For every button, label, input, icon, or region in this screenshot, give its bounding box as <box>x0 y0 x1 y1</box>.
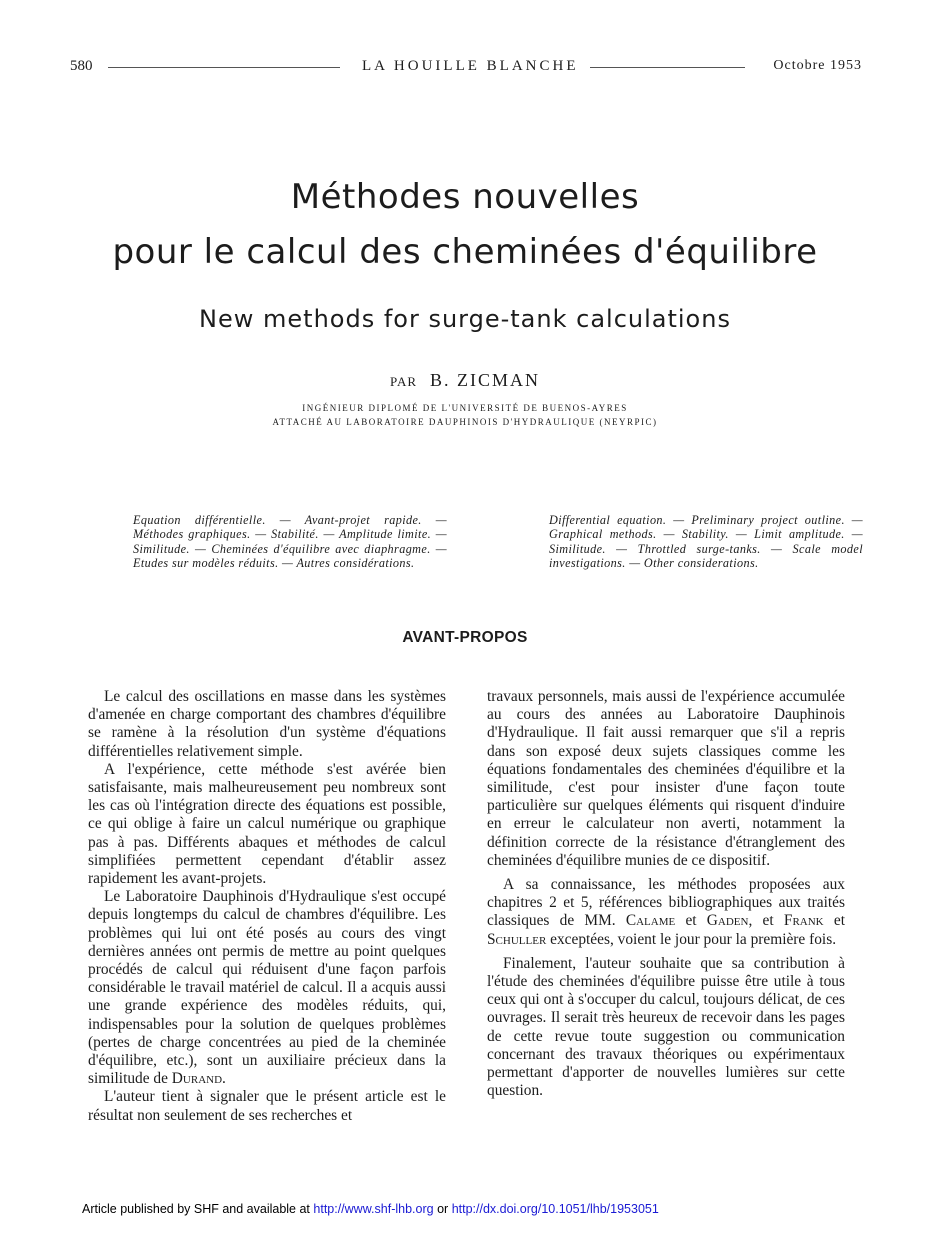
author-line <box>0 370 930 391</box>
issue-date: Octobre 1953 <box>773 58 862 73</box>
author-affiliation-1: INGÉNIEUR DIPLOMÉ DE L'UNIVERSITÉ DE BUENOS-AYRES <box>302 403 628 413</box>
footer-text: Article published by SHF and available at <box>82 1202 310 1216</box>
paragraph-text: Le Laboratoire Dauphinois d'Hydraulique s'est occupé depuis longtemps du calcul de chambres d'équilibre. Les problèmes qui lui ont été posés au cours des vingt dernières années ont permis de mettre au point quelques procédés de calcul qui réduisent d'une façon parfois considérable le travail matériel de calcul. Il a acquis aussi une grande expérience des modèles réduits, qui, indispensables pour la solution de quelques problèmes (pertes de charge concentrées au pied de la cheminée d'équilibre, etc.), sont un auxiliaire précieux dans la similitude de <box>88 888 446 1088</box>
page-number: 580 <box>70 58 93 74</box>
paragraph-text: et <box>685 912 697 930</box>
article-title-line2: pour le calcul des cheminées d'équilibre <box>112 232 818 272</box>
author-affiliation-2: ATTACHÉ AU LABORATOIRE DAUPHINOIS D'HYDRAULIQUE (NEYRPIC) <box>272 417 658 427</box>
author-name: B. ZICMAN <box>430 370 541 390</box>
paragraph: A l'expérience, cette méthode s'est avérée bien satisfaisante, mais malheureusement peu nombreux sont les cas où l'intégration directe des équations est possible, ce qui oblige à faire un calcul numérique ou graphique pas à pas. Différents abaques et méthodes de calcul simplifiées permettent cependant d'établir assez rapidement les avant-projets. <box>88 760 446 888</box>
header-rule-left <box>108 67 340 68</box>
keywords-french: Equation différentielle. — Avant-projet rapide. — Méthodes graphiques. — Stabilité. — Amplitude limite. — Similitude. — Cheminées d'équilibre avec diaphragme. — Etudes sur modèles réduits. — Autres considérations. <box>133 513 447 571</box>
paragraph-text: exceptées, voient le jour pour la première fois. <box>550 930 837 948</box>
paragraph-text: A sa connaissance, les méthodes proposées aux chapitres 2 et 5, références bibliographiques aux traités classiques de MM. <box>487 876 845 930</box>
paragraph: travaux personnels, mais aussi de l'expérience accumulée au cours des années au Laboratoire Dauphinois d'Hydraulique. Il fait aussi remarquer que s'il a repris dans son exposé deux sujets classiques comme les équations fondamentales des cheminées d'équilibre et la similitude, c'est pour insister d'une façon toute particulière sur quelques éléments qui risquent d'induire en erreur le calculateur non averti, notamment la définition correcte de la résistance d'étranglement des cheminées d'équilibre munies de ce dispositif. <box>487 688 845 869</box>
paragraph-text: et <box>833 912 845 930</box>
cited-author: Frank <box>783 912 824 930</box>
footer-text: or <box>437 1202 449 1216</box>
cited-author: Durand <box>171 1070 223 1088</box>
keywords-english: Differential equation. — Preliminary project outline. — Graphical methods. — Stability. — Limit amplitude. — Similitude. — Throttled surge-tanks. — Scale model investigations. — Other considerations. <box>549 513 863 571</box>
paragraph: L'auteur tient à signaler que le présent article est le résultat non seulement de ses recherches et <box>88 1088 446 1124</box>
body-column-right <box>487 688 845 1100</box>
paragraph: Le Laboratoire Dauphinois d'Hydraulique s'est occupé depuis longtemps du calcul de chambres d'équilibre. Les problèmes qui lui ont été posés au cours des vingt dernières années ont permis de mettre au point quelques procédés de calcul qui réduisent d'une façon parfois considérable le travail matériel de calcul. Il a acquis aussi une grande expérience des modèles réduits, qui, indispensables pour la solution de quelques problèmes (pertes de charge concentrées au pied de la cheminée d'équilibre, etc.), sont un auxiliaire précieux dans la similitude de Durand. <box>88 888 446 1088</box>
paragraph <box>487 876 845 949</box>
article-title-line1: Méthodes nouvelles <box>290 177 640 217</box>
journal-link[interactable]: http://www.shf-lhb.org <box>313 1202 434 1216</box>
cited-author: Gaden <box>706 912 749 930</box>
section-heading: AVANT-PROPOS <box>402 629 528 646</box>
article-title-english: New methods for surge-tank calculations <box>199 305 731 333</box>
body-column-left <box>88 688 446 1125</box>
paragraph: Finalement, l'auteur souhaite que sa contribution à l'étude des cheminées d'équilibre puisse être utile à tous ceux qui ont à s'occuper du calcul, toujours délicat, de ces ouvrages. Il serait très heureux de recevoir dans les pages de cette revue toute suggestion ou communication concernant des travaux théoriques ou expérimentaux permettant d'apporter de nouvelles lumières sur cette question. <box>487 954 845 1100</box>
cited-author: Calame <box>625 912 676 930</box>
header-rule-right <box>590 67 745 68</box>
cited-author: Schuller <box>487 930 547 948</box>
publication-footer <box>82 1202 659 1216</box>
running-header <box>70 58 862 78</box>
doi-link[interactable]: http://dx.doi.org/10.1051/lhb/1953051 <box>451 1202 659 1216</box>
journal-name: LA HOUILLE BLANCHE <box>362 58 579 74</box>
paragraph-text: , et <box>748 912 774 930</box>
author-prefix: PAR <box>389 374 418 389</box>
paragraph: Le calcul des oscillations en masse dans les systèmes d'amenée en charge comportant des chambres d'équilibre se ramène à la résolution d'un système d'équations différentielles relativement simple. <box>88 688 446 760</box>
